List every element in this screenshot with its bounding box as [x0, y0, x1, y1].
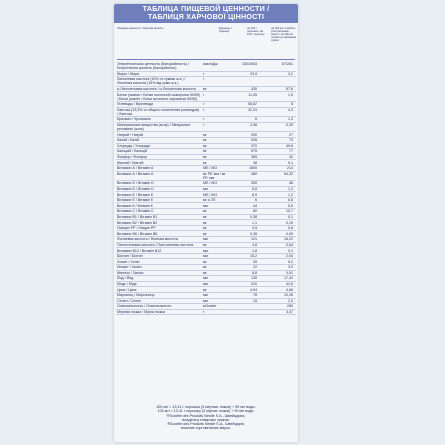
table-row [116, 171, 296, 181]
unit-cell: мг [202, 242, 230, 248]
table-row [116, 77, 296, 87]
nutrient-name: Минеральные вещества (зола) / Мінеральні речовини (зола) [116, 122, 202, 132]
unit-cell: мг [202, 149, 230, 155]
value-per-100ml: 1,2 [258, 186, 296, 192]
nutrient-name: Фосфор / Фосфор [116, 154, 202, 160]
nutrient-name: Витамин Е / Вітамін Е [116, 192, 202, 198]
value-per-100ml: 49,6 [258, 143, 296, 149]
unit-cell: мг [202, 287, 230, 293]
value-per-100g: 6,8 [230, 270, 258, 276]
unit-cell: г [202, 71, 230, 77]
nutrient-name: Медь / Мідь [116, 281, 202, 287]
unit-cell: мг [202, 143, 230, 149]
unit-cell: мкг [202, 298, 230, 304]
value-per-100g: 8,8 [230, 186, 258, 192]
value-per-100ml: 1,2 [258, 192, 296, 198]
unit-cell: мг [202, 86, 230, 92]
value-per-100g: 23,9 [230, 71, 258, 77]
unit-cell: мг [202, 231, 230, 237]
value-per-100ml: 5,1 [258, 160, 296, 166]
value-per-100ml: 67/281 [258, 62, 296, 71]
nutrient-name: Крахмал / Крохмаль [116, 117, 202, 123]
unit-cell: мг [202, 154, 230, 160]
nutrient-name: Магний / Магній [116, 160, 202, 166]
unit-cell: г [202, 107, 230, 117]
value-per-100g: 365 [230, 154, 258, 160]
header-title-ru: ТАБЛИЦА ПИЩЕВОЙ ЦЕННОСТИ / [142, 4, 270, 13]
nutrient-name: Линолевая кислота (15% от суммы ж.к.) / Лінолева кислота (15% від суми ж.к.) [116, 77, 202, 87]
nutrient-name: Ниацин РР / Ніацин РР [116, 225, 202, 231]
footer-line: 100 мл = 13,41 г порошку (3 мірних ложки) + 90 мл води. [157, 409, 255, 414]
value-per-100ml: 0,64 [258, 242, 296, 248]
nutrient-name: Йод / Йод [116, 276, 202, 282]
value-per-100g: 1,8 [230, 248, 258, 254]
unit-cell: мг [202, 214, 230, 220]
nutrient-name: Энергетическая ценность (Калорийность) / Енергетична цінність (Калорійність) [116, 62, 202, 71]
value-per-100ml: 10,7 [258, 209, 296, 215]
value-per-100ml: 5,2 [258, 259, 296, 265]
nutrient-name: Инозит / Інозит [116, 265, 202, 271]
nutrient-name: Лактоза (33,5% от общего количества углеводов) / Лактоза [116, 107, 202, 117]
value-per-100ml: 8 [258, 101, 296, 107]
nutrient-name: Цинк / Цинк [116, 287, 202, 293]
nutrient-name: Железо / Залізо [116, 270, 202, 276]
nutrient-name: Холин / Холін [116, 259, 202, 265]
value-per-100g: 38 [230, 160, 258, 166]
value-per-100ml: 0,6 [258, 225, 296, 231]
nutrient-name: Углеводы / Вуглеводи [116, 101, 202, 107]
value-per-100g: 6 [230, 117, 258, 123]
unit-cell: г [202, 122, 230, 132]
unit-cell: мг [202, 220, 230, 226]
nutrient-name: Витамин А / Вітамін А [116, 171, 202, 181]
value-per-100ml: 3,2 [258, 71, 296, 77]
value-per-100ml: 48 [258, 181, 296, 187]
value-per-100ml: 2,0 [258, 298, 296, 304]
value-per-100g: 80 [230, 209, 258, 215]
value-per-100ml: 0,2 [258, 248, 296, 254]
footer-line: ®Société des Produits Nestlé S.A., Швейцария, [166, 413, 246, 418]
value-per-100g: 4,5 [230, 225, 258, 231]
column-per-100ml: на 100 мл готовой к употреблению смеси / на 100 мл готової до вживання суміші [271, 27, 297, 43]
value-per-100ml: 5,9 [258, 203, 296, 209]
value-per-100g: 4,94 [230, 287, 258, 293]
unit-cell: МЕ / МО [202, 181, 230, 187]
value-per-100ml: 4,47 [258, 309, 296, 315]
value-per-100g: 0,38 [230, 214, 258, 220]
value-per-100g: 370 [230, 143, 258, 149]
value-per-100g: 350 [230, 181, 258, 187]
value-per-100ml: 27 [258, 132, 296, 138]
unit-cell: г [202, 92, 230, 102]
unit-cell: мг [202, 160, 230, 166]
value-per-100g: 310 [230, 281, 258, 287]
value-per-100g: 6 [230, 197, 258, 203]
footer-line: владелец товарных знаков. [182, 417, 230, 422]
value-per-100g: 11,25 [230, 92, 258, 102]
unit-cell: ккал/кДж [202, 62, 230, 71]
value-per-100ml: 214 [258, 165, 296, 171]
unit-cell: г [202, 77, 230, 87]
value-per-100g: 44 [230, 203, 258, 209]
nutrient-name: α-Линоленовая кислота / α-Ліноленова кислота [116, 86, 202, 92]
unit-cell: мг [202, 137, 230, 143]
value-per-100ml: 0,05 [258, 231, 296, 237]
nutrient-name: Витамин D / Вітамін D [116, 186, 202, 192]
footer-line: 100 мл = 13,41 г порошка (3 мерные ложки) + 90 мл воды. [156, 405, 256, 409]
nutrient-name: Мерная ложка / Мірна ложка [116, 309, 202, 315]
nutrient-name: Жиры / Жири [116, 71, 202, 77]
value-per-100ml: 0,91 [258, 270, 296, 276]
table-row [116, 122, 296, 132]
value-per-100ml [258, 77, 296, 87]
table-row [116, 62, 296, 71]
value-per-100ml: 57,6 [258, 86, 296, 92]
value-per-100ml: 3,0 [258, 265, 296, 271]
value-per-100ml: 0,39 [258, 122, 296, 132]
footer-line: ®Société des Produits Nestlé S.A., Швейцарія, [167, 422, 245, 427]
value-per-100g: 130 [230, 276, 258, 282]
unit-cell: г [202, 309, 230, 315]
value-per-100g: 2,98 [230, 122, 258, 132]
value-per-100g: 4,8 [230, 242, 258, 248]
unit-cell: г [202, 117, 230, 123]
unit-cell: мкг [202, 276, 230, 282]
value-per-100g: 575 [230, 149, 258, 155]
value-per-100ml: 0,15 [258, 220, 296, 226]
unit-cell: мкг [202, 203, 230, 209]
value-per-100ml: 41,5 [258, 281, 296, 287]
table-header [114, 4, 298, 23]
unit-cell: мг [202, 132, 230, 138]
value-per-100g: 1,1 [230, 220, 258, 226]
value-per-100g: 121 [230, 237, 258, 243]
value-per-100g: 78 [230, 292, 258, 298]
header-title-ua: ТАБЛИЦЯ ХАРЧОВОЇ ЦІННОСТІ [147, 12, 265, 21]
nutrient-name: Витамин С / Вітамін С [116, 209, 202, 215]
unit-cell: мкг [202, 248, 230, 254]
nutrient-name: Калий / Калій [116, 137, 202, 143]
value-per-100g: 430 [230, 86, 258, 92]
value-per-100ml: 0,66 [258, 287, 296, 293]
nutrient-name: Марганец / Марганець [116, 292, 202, 298]
unit-cell: мОсм/кг [202, 304, 230, 310]
value-per-100g: 200 [230, 132, 258, 138]
unit-cell: МЕ / МО [202, 192, 230, 198]
nutrient-name: Фолиевая кислота / Фолієва кислота [116, 237, 202, 243]
nutrient-name: Витамин В12 / Вітамін В12 [116, 248, 202, 254]
unit-cell: мг [202, 259, 230, 265]
column-unit: Единицы / Одиниці [219, 27, 232, 34]
nutrient-name: Витамин В6 / Вітамін В6 [116, 231, 202, 237]
unit-cell: мкг [202, 281, 230, 287]
value-per-100g: 480 [230, 171, 258, 181]
nutrient-name: Кальций / Кальцій [116, 149, 202, 155]
value-per-100g: 545 [230, 137, 258, 143]
unit-cell: мг [202, 265, 230, 271]
footer-line: власник торговельних марок. [181, 426, 231, 431]
value-per-100ml: 64,32 [258, 171, 296, 181]
value-per-100ml: 0,1 [258, 214, 296, 220]
value-per-100ml: 280 [258, 304, 296, 310]
value-per-100ml: 77 [258, 149, 296, 155]
value-per-100g: 0,38 [230, 231, 258, 237]
unit-cell: мкг [202, 292, 230, 298]
value-per-100ml: 1,3 [258, 117, 296, 123]
nutrient-name: Биотин / Біотин [116, 253, 202, 259]
value-per-100g: 55,87 [230, 101, 258, 107]
nutrient-name: Витамин К / Вітамін К [116, 203, 202, 209]
unit-cell: мг [202, 270, 230, 276]
value-per-100g: 15,2 [230, 253, 258, 259]
unit-cell: г [202, 101, 230, 107]
value-per-100ml: 17,42 [258, 276, 296, 282]
column-per-100g: на 100 г порошка / на 100 г порошку [247, 27, 265, 37]
table-row [116, 92, 296, 102]
value-per-100ml: 16,22 [258, 237, 296, 243]
value-per-100ml: 0,8 [258, 197, 296, 203]
value-per-100g: 32,24 [230, 107, 258, 117]
unit-cell: мг [202, 209, 230, 215]
value-per-100g: 39 [230, 259, 258, 265]
table-row [116, 309, 296, 315]
nutrient-name: Витамин В1 / Вітамін В1 [116, 214, 202, 220]
nutrition-table [116, 62, 296, 315]
nutrient-name: Натрий / Натрій [116, 132, 202, 138]
value-per-100ml: 10,45 [258, 292, 296, 298]
unit-cell: мкг [202, 237, 230, 243]
nutrient-name: Витамин А / Вітамін А [116, 165, 202, 171]
value-per-100ml: 2,04 [258, 253, 296, 259]
nutrient-name: Пантотеновая кислота / Пантотенова кислота [116, 242, 202, 248]
nutrition-label [114, 4, 298, 442]
unit-cell: МЕ / МО [202, 165, 230, 171]
divider [117, 59, 295, 60]
column-name: Пищевая ценность / Харчова цінність [117, 27, 164, 30]
value-per-100ml: 73 [258, 137, 296, 143]
nutrient-name: Осмоляльность / Осмоляльність [116, 304, 202, 310]
value-per-100g: 8,9 [230, 192, 258, 198]
nutrient-name: Белки (казеин / Белки молочной сыворотки 50/50) / Білки (казеїн / Білки молочної сироватки 50/50) [117, 92, 201, 101]
nutrient-name: Витамин Е / Вітамін Е [116, 197, 202, 203]
nutrient-name: Витамин D / Вітамін D [116, 181, 202, 187]
unit-cell: мг РЕ экв / мг РЕ екв [202, 171, 230, 181]
value-per-100ml: 4,3 [258, 107, 296, 117]
value-per-100ml: 1,5 [258, 92, 296, 102]
value-per-100g: 330/2063 [230, 62, 258, 71]
value-per-100g: 15 [230, 298, 258, 304]
unit-cell: мг α-TE [202, 197, 230, 203]
value-per-100g [230, 77, 258, 87]
value-per-100g: 1600 [230, 165, 258, 171]
unit-cell: мкг [202, 186, 230, 192]
nutrient-name: Хлориды / Хлориди [116, 143, 202, 149]
value-per-100ml: 42 [258, 154, 296, 160]
unit-cell: мкг [202, 253, 230, 259]
value-per-100g [230, 309, 258, 315]
value-per-100g: 22 [230, 265, 258, 271]
nutrient-name: Витамин В2 / Вітамін В2 [116, 220, 202, 226]
nutrient-name: Селен / Селен [116, 298, 202, 304]
table-row [116, 107, 296, 117]
unit-cell: мг [202, 225, 230, 231]
footer [120, 405, 292, 431]
